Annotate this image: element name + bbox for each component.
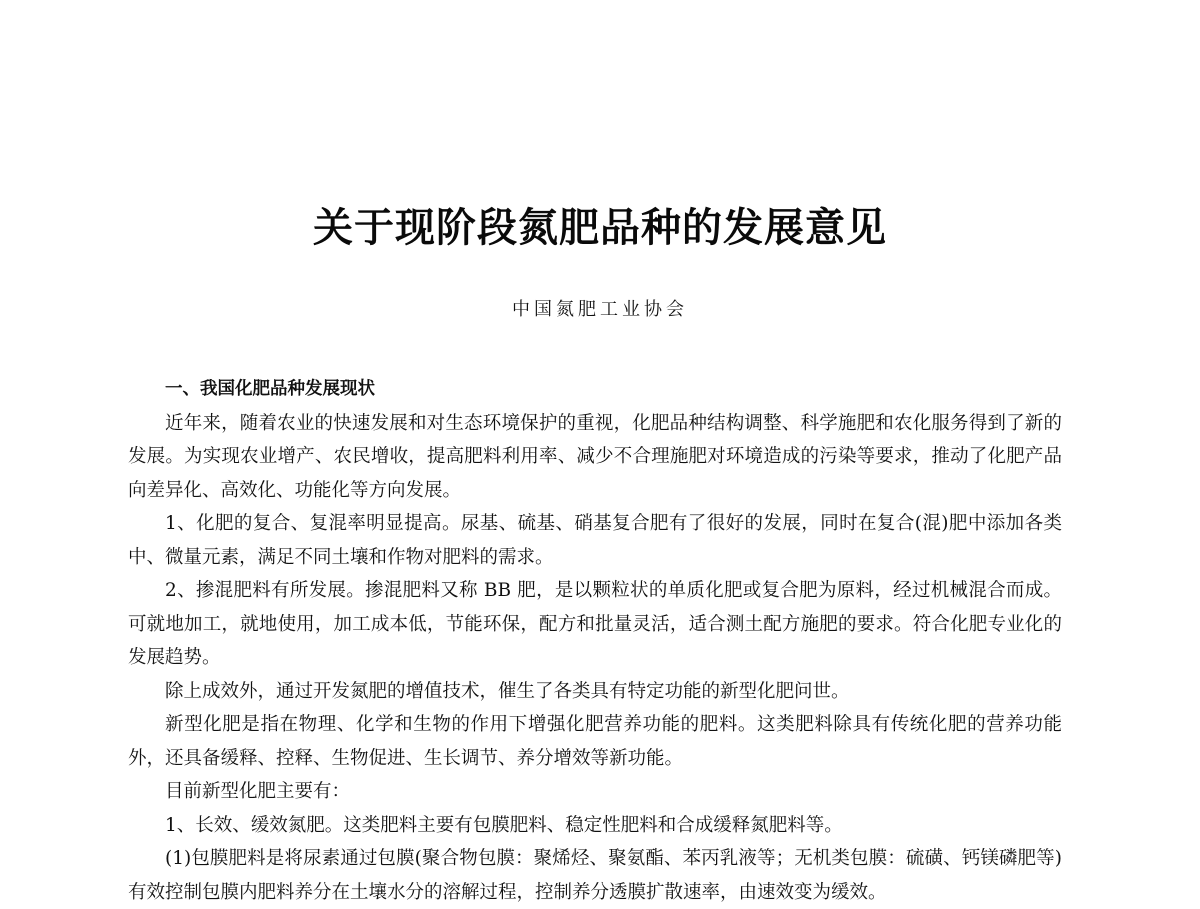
paragraph: (1)包膜肥料是将尿素通过包膜(聚合物包膜：聚烯烃、聚氨酯、苯丙乳液等；无机类包膜：硫磺、钙镁磷肥等)有效控制包膜内肥料养分在土壤水分的溶解过程，控制养分透膜扩散速率，由速效变为缓效。 [128, 848, 1062, 903]
paragraph: 目前新型化肥主要有： [165, 781, 351, 802]
paragraph: 1、化肥的复合、复混率明显提高。尿基、硫基、硝基复合肥有了很好的发展，同时在复合(混)肥中添加各类中、微量元素，满足不同土壤和作物对肥料的需求。 [128, 513, 1062, 568]
paragraph: 新型化肥是指在物理、化学和生物的作用下增强化肥营养功能的肥料。这类肥料除具有传统化肥的营养功能外，还具备缓释、控释、生物促进、生长调节、养分增效等新功能。 [128, 714, 1062, 769]
paragraph: 近年来，随着农业的快速发展和对生态环境保护的重视，化肥品种结构调整、科学施肥和农化服务得到了新的发展。为实现农业增产、农民增收，提高肥料利用率、减少不合理施肥对环境造成的污染等要求，推动了化肥产品向差异化、高效化、功能化等方向发展。 [128, 412, 1062, 501]
paragraph: 1、长效、缓效氮肥。这类肥料主要有包膜肥料、稳定性肥料和合成缓释氮肥料等。 [165, 814, 843, 836]
section-heading: 一、我国化肥品种发展现状 [165, 379, 375, 399]
document-title: 关于现阶段氮肥品种的发展意见 [313, 205, 887, 251]
document-author: 中国氮肥工业协会 [512, 299, 688, 320]
document-body [128, 373, 1062, 909]
paragraph: 2、掺混肥料有所发展。掺混肥料又称 BB 肥，是以颗粒状的单质化肥或复合肥为原料，经过机械混合而成。可就地加工，就地使用，加工成本低，节能环保，配方和批量灵活，适合测土配方施肥的要求。符合化肥专业化的发展趋势。 [128, 580, 1062, 668]
paragraph: 除上成效外，通过开发氮肥的增值技术，催生了各类具有特定功能的新型化肥问世。 [165, 680, 850, 702]
